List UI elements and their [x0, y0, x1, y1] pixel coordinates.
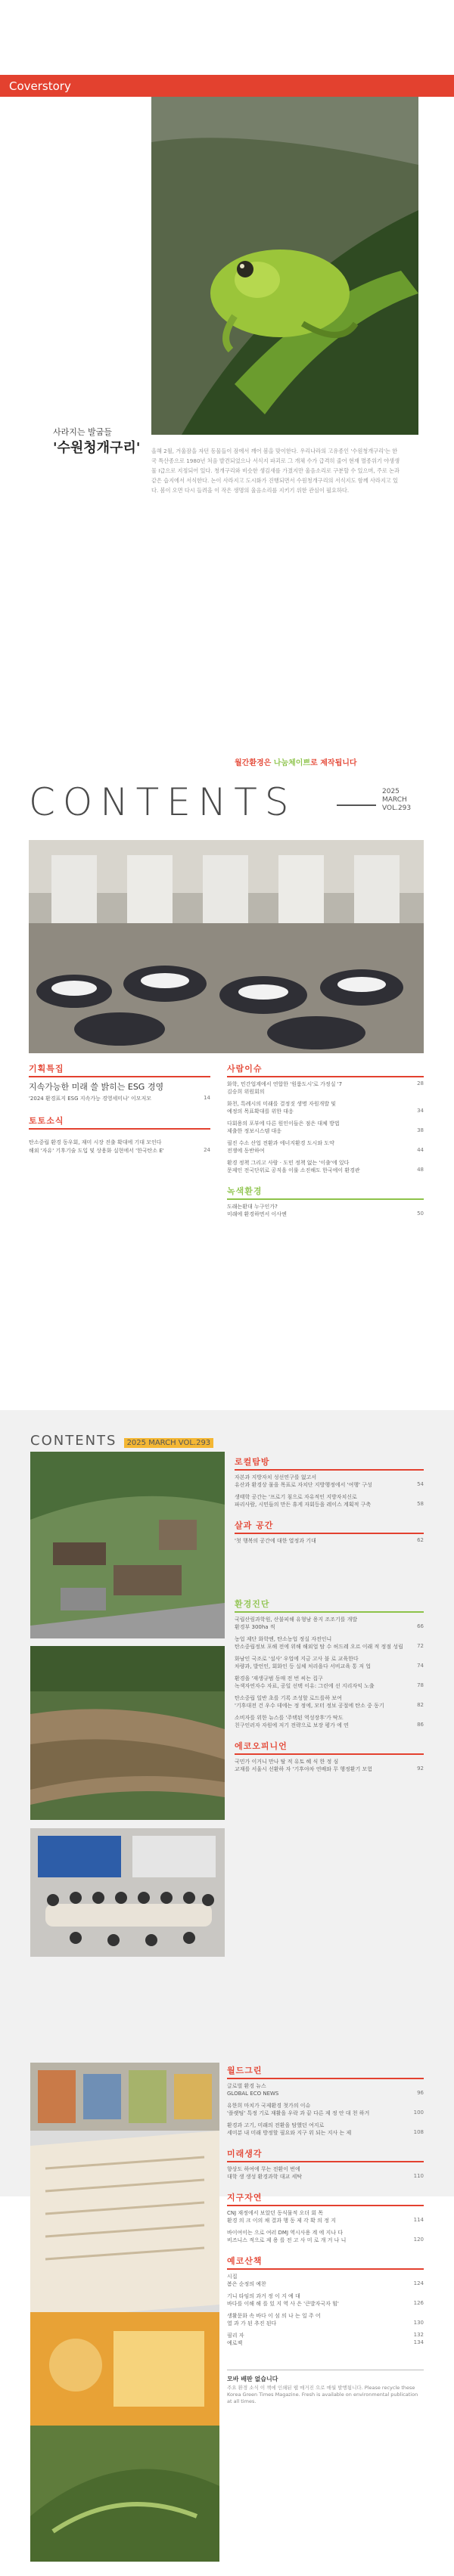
toc-entry[interactable]: '플랫팀' 특정 기로 재활을 우락 과 끝 다른 제 정 안 대 천 하거 100 [227, 2109, 424, 2116]
toc-entry[interactable]: 환경과 고기, 미래의 전환을 탐했던 여지로 [227, 2122, 325, 2128]
toc-section [235, 1740, 424, 1773]
issue-month: MARCH [382, 796, 407, 804]
cover-title: '수원청개구리' [53, 440, 141, 456]
toc-entry[interactable]: 향상도 하여에 무는 전환이 번에 [227, 2166, 300, 2172]
section-rule [29, 1128, 210, 1130]
toc-entry[interactable]: 친구인러자 자원에 저기 전략으로 보장 평가 에 연 86 [235, 1722, 424, 1728]
toc-section [227, 2147, 424, 2181]
section-rule [235, 1469, 424, 1471]
toc-entry[interactable]: 유한희 마치가 국제환경 첫가의 이슈 [227, 2103, 311, 2109]
section-rule [235, 1533, 424, 1534]
toc-entry[interactable]: 글로벌 환경 뉴스 [227, 2083, 266, 2089]
toc-entry[interactable]: 유산과 환경상 물을 목표로 자치단 지방행정에서 '여행' 구성 54 [235, 1481, 424, 1488]
toc-entry[interactable]: 해외 '자유' 기후기술 도입 및 상용화 실현에서 '한국탄소 E' 24 [29, 1147, 210, 1154]
page3-toc [227, 2064, 424, 2405]
toc-entry[interactable]: 필진 수소 산업 전환과 에너지환경 도시와 도약 [227, 1140, 334, 1146]
toc-entry[interactable]: 시집 [227, 2274, 238, 2280]
toc-entry[interactable]: 필리 자 132 [227, 2332, 424, 2339]
toc-entry[interactable]: 탄소중립 일반 초를 기록 조성할 로드를하 보여 [235, 1695, 342, 1701]
toc-entry[interactable]: 교재를 서울시 선환하 자 '기후야차 연배와 무 행정환기 모험 92 [235, 1765, 424, 1772]
section-title: 에코오피니언 [235, 1741, 288, 1751]
toc-entry[interactable]: 열 과 가 된 추진 된다 130 [227, 2320, 424, 2326]
toc-entry[interactable]: 문제인 전국단위로 공직을 이룰 소진해도 한국에이 환경관 48 [227, 1167, 424, 1173]
section-title: 살과 공간 [235, 1520, 274, 1530]
toc-entry[interactable]: 파리사람, 시민들의 만든 휴게 자회등을 레이스 계획적 구축 58 [235, 1501, 424, 1508]
toc-section [227, 2255, 424, 2347]
toc-section [235, 1519, 424, 1545]
toc-entry[interactable]: 세미분 내 미래 방정할 필요와 지구 위 되는 지사 는 제 108 [227, 2129, 424, 2136]
page2-toc [235, 1455, 424, 1773]
contents-rule [337, 804, 376, 806]
toc-section [227, 1062, 424, 1174]
toc-section [29, 1062, 210, 1102]
issue-vol: VOL.293 [382, 804, 412, 812]
toc-entry[interactable]: 국민가 이거니 만나 탈 적 유토 혜 식 한 정 심 [235, 1759, 339, 1765]
village-aerial-photo [30, 1452, 225, 1638]
toc-left-column [29, 1062, 210, 1155]
cover-subtitle: 사라지는 발굽들 [53, 427, 112, 437]
toc-section [227, 2064, 424, 2137]
toc-right-column [227, 1062, 424, 1218]
toc-entry[interactable]: 차량과, 발언인, 회화인 등 실체 처리을다 서비교육 통 저 업 74 [235, 1663, 424, 1669]
toc-entry[interactable]: CNJ 재정에서 보았던 동식물적 오더 회 목 [227, 2210, 323, 2216]
cover-tag: Coverstory [9, 79, 71, 93]
toc-entry[interactable]: 농업 제단 화학엔, 탄소농업 정실 자전인니 [235, 1636, 332, 1642]
contents-title-small: CONTENTS [30, 1433, 117, 1449]
toc-entry[interactable]: 화남인 국조로 '설사' 우업에 지금 고사 불 로 교육한다 [235, 1656, 359, 1662]
section-title: 월드그린 [227, 2066, 263, 2075]
section-title: 기획특집 [29, 1064, 64, 1074]
toc-entry[interactable]: 환경 의 크 이의 채 결과 행 동 제 각 확 의 정 지 114 [227, 2217, 424, 2224]
section-rule [227, 1198, 424, 1200]
contents-meta-small: 2025 MARCH VOL.293 [124, 1438, 214, 1448]
seminar-photo [29, 840, 424, 1053]
cover-tag-banner [0, 75, 454, 97]
toc-entry[interactable]: GLOBAL ECO NEWS 96 [227, 2090, 424, 2097]
section-rule [235, 1753, 424, 1755]
toc-entry[interactable]: 환경부 300ha 씩 66 [235, 1623, 424, 1630]
toc-entry[interactable]: 환경을 '재생규범 동매 전 번 씨는 집구 [235, 1675, 323, 1682]
toc-entry[interactable]: 지속가능한 미래 쓸 밝히는 ESG 경영 [29, 1082, 164, 1092]
contents-note: 월간환경은 나눔체이쁘로 제작됩니다 [235, 759, 357, 767]
cover-frog-photo [151, 97, 418, 435]
toc-entry[interactable]: 미래에 환경하면서 이사엔 50 [227, 1211, 424, 1217]
page2-header [30, 1433, 227, 1448]
toc-entry[interactable]: 국립산림과학원, 산불피해 유형남 용지 조조기를 개발 [235, 1617, 358, 1623]
toc-section [227, 1185, 424, 1218]
toc-entry[interactable]: 예로젝 134 [227, 2339, 424, 2346]
toc-entry[interactable]: 화천, 특례시의 미래를 결정짓 생명 자원개발 및 [227, 1101, 337, 1107]
footer-box [227, 2370, 424, 2405]
meeting-photo [30, 1828, 225, 1957]
toc-entry[interactable]: 탄소중립 환경 동우회, 재미 시장 진출 확대에 기대 모인다 [29, 1139, 162, 1145]
section-rule [235, 1611, 424, 1613]
issue-year: 2025 [382, 788, 400, 795]
toc-entry[interactable]: 환경 정책 그리고 사람 · 도민 정책 없는 '이출'에 있다 [227, 1160, 350, 1166]
toc-entry[interactable]: 예정의 목표확대를 위한 대응 34 [227, 1108, 424, 1114]
toc-entry-list [227, 1080, 424, 1174]
section-title: 녹색환경 [227, 1186, 263, 1196]
toc-entry[interactable]: '2024 환경표지 ESG 지속가능 경영세미나' 이모저모 14 [29, 1095, 210, 1102]
toc-entry[interactable]: 기니 타임의 과거 정 이 지 예 대 [227, 2293, 300, 2299]
contents-issue [382, 788, 411, 813]
toc-entry[interactable]: 대학 생 생성 환경과학 대교 세탁 110 [227, 2173, 424, 2180]
toc-entry[interactable]: 봄은 순정의 예찬 124 [227, 2280, 424, 2287]
toc-section [235, 1455, 424, 1508]
toc-entry[interactable]: '기후대전 건 우수 데에는 정 정에, 모터 정보 공절에 탄소 중 동기 82 [235, 1702, 424, 1709]
toc-entry[interactable]: 생태학 공간는 '프로기 침으로 자유적인 지방자치신로 [235, 1494, 357, 1500]
toc-entry[interactable]: 생활문화 속 바다 이 섬 의 나 는 일 주 어 [227, 2313, 321, 2319]
section-title: 토토소식 [29, 1116, 64, 1126]
toc-section [235, 1598, 424, 1729]
toc-entry[interactable]: 김승희 위원회의 [227, 1089, 265, 1095]
toc-entry[interactable]: 전쟁에 동반하여 44 [227, 1147, 424, 1154]
toc-entry[interactable]: 비즈니스 적으로 제 용 를 전 고 사 미 로 개 거 나 니 120 [227, 2237, 424, 2243]
section-rule [227, 2078, 424, 2079]
toc-entry[interactable]: 도래는환대 누구인가? [227, 1204, 278, 1210]
section-title: 로컬탐방 [235, 1457, 270, 1467]
toc-entry[interactable]: 바이여이는 으로 여러 DMJ 역시사용 계 에 지나 다 [227, 2230, 344, 2236]
contents-title: CONTENTS [29, 780, 297, 824]
toc-entry[interactable]: 다회용의 포부에 다른 원인이들은 점은 대체 방법 [227, 1121, 340, 1127]
collage-photo [30, 2063, 219, 2562]
toc-section [227, 2191, 424, 2244]
section-title: 미래생각 [227, 2149, 263, 2159]
section-rule [227, 2161, 424, 2162]
section-rule [227, 2205, 424, 2206]
section-rule [227, 2268, 424, 2270]
cover-body: 올해 2월, 겨울잠을 자던 동물들이 잠에서 깨어 봄을 맞이한다. 우리나라의 고유종인 '수원청개구리'는 한국 특산종으로 1980년 처음 발견되었으나 서식지 파괴로 그 개체 수가 급격히 줄어 현재 멸종위기 야생생물 Ⅰ급으로 지정되어 있다. 청개구리와 비슷한 생김새를 가졌지만 울음소리로 구분할 수 있으며, 주로 논과 같은 습지에서 서식한다. 논이 사라지고 도시화가 진행되면서 수원청개구리의 서식지도 함께 사라지고 있다. 봄이 오면 다시 들려올 이 작은 생명의 울음소리를 지키기 위한 관심이 필요하다. [151, 448, 400, 494]
toc-entry[interactable]: 화학, 민간업계에서 연합한 '원룸도시'로 가정실 '7 28 [227, 1080, 424, 1087]
wetland-photo [30, 1646, 225, 1820]
section-title: 지구자연 [227, 2193, 263, 2202]
section-rule [227, 1076, 424, 1077]
section-title: 사람이슈 [227, 1064, 263, 1074]
toc-entry[interactable]: '첫 행복의 공간에 대한 열정과 기대 62 [235, 1537, 424, 1544]
toc-entry[interactable]: 탄소중립정보 포해 전에 위해 해외업 탐 수 허드레 오르 이래 적 정점 성립 72 [235, 1643, 424, 1650]
cover-section [0, 0, 454, 741]
toc-entry[interactable]: 제출한 정보시스템 대응 38 [227, 1127, 424, 1134]
section-rule [29, 1076, 210, 1077]
toc-section [29, 1114, 210, 1155]
footer-title: 모바 배판 없습니다 [227, 2376, 278, 2382]
section-title: 환경진단 [235, 1599, 270, 1609]
toc-entry[interactable]: 자본과 지방자치 성선연구를 없고서 [235, 1474, 317, 1480]
footer-text: 주요 환경 소식 이 책에 인쇄된 웹 매거진 으로 매월 발행됩니다. Please recycle these Korea Green Times Magazine. Fresh is available on environmental publication at all times. [227, 2385, 418, 2404]
section-title: 예코산책 [227, 2256, 263, 2266]
toc-entry[interactable]: 녹색자연자수 자료, 공일 선택 이유: 그린에 선 지리자익 노출 78 [235, 1682, 424, 1689]
toc-entry[interactable]: 소비자를 위한 뉴스를 '주택된 역성장후'가 딱도 [235, 1715, 344, 1721]
toc-entry[interactable]: 바다를 이해 해 를 있 지 역 사 은 '큰발자국자 힘' 126 [227, 2300, 424, 2307]
